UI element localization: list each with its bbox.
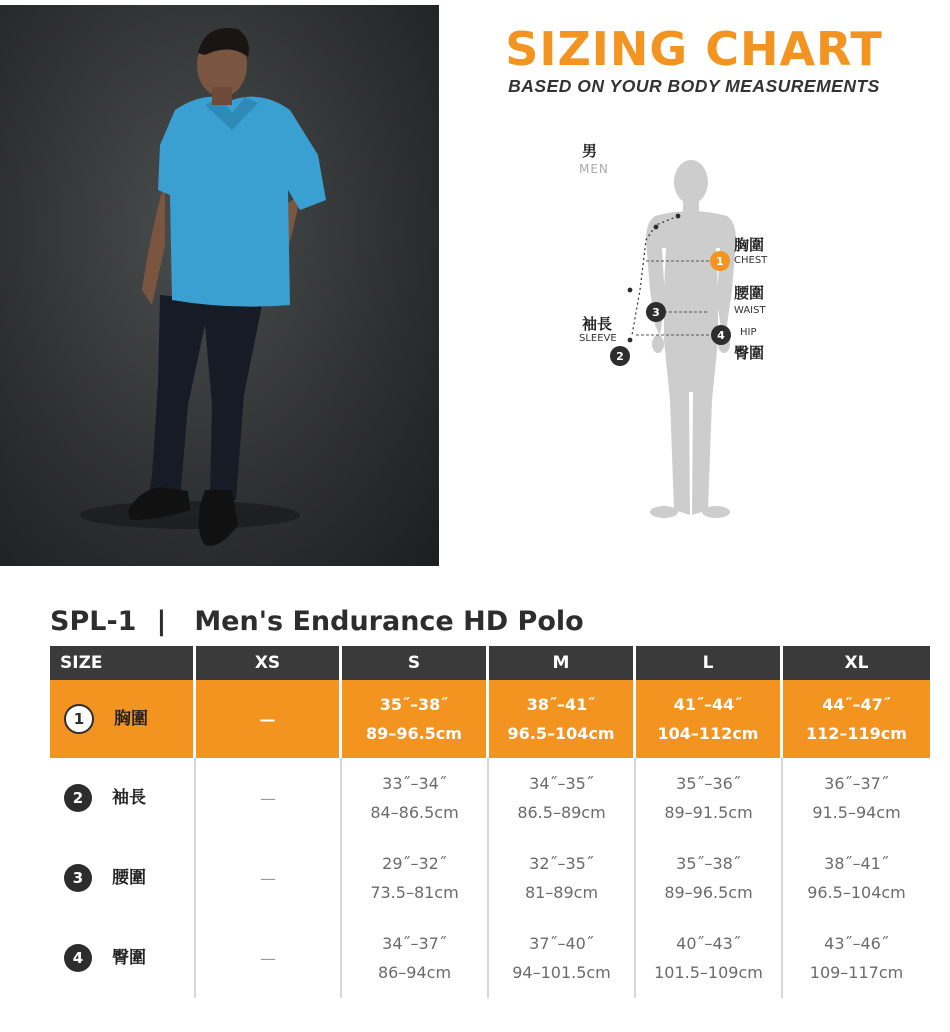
title-separator: |	[156, 606, 167, 637]
cell-xl: 36˝–37˝ 91.5–94cm	[812, 774, 901, 822]
row-label-text: 腰圍	[112, 867, 146, 888]
hip-label-cn: 臀圍	[734, 344, 765, 362]
header-l: L	[636, 646, 783, 680]
header-s: S	[342, 646, 489, 680]
cell-xl: 38˝–41˝ 96.5–104cm	[807, 854, 906, 902]
cell-s: 34˝–37˝ 86–94cm	[342, 918, 489, 998]
cell-l: 41˝–44˝ 104–112cm	[636, 680, 783, 758]
row-label	[50, 758, 196, 838]
chest-label-en: CHEST	[734, 255, 768, 266]
product-title	[50, 606, 584, 637]
gender-label-cn: 男	[582, 142, 598, 160]
cell-l: 35˝–38˝ 89–96.5cm	[636, 838, 783, 918]
row-number: 2	[64, 784, 92, 812]
row-number: 4	[64, 944, 92, 972]
waist-label-en: WAIST	[734, 305, 766, 316]
cell-s: 35˝–38˝ 89–96.5cm	[342, 680, 489, 758]
row-number: 1	[64, 704, 94, 734]
header-size: SIZE	[50, 646, 196, 680]
cell-m: 37˝–40˝ 94–101.5cm	[489, 918, 636, 998]
page-title: SIZING CHART	[505, 22, 883, 76]
cell-xs: —	[196, 680, 342, 758]
page-subtitle: BASED ON YOUR BODY MEASUREMENTS	[508, 76, 880, 96]
row-label	[50, 918, 196, 998]
cell-xl: 43˝–46˝ 109–117cm	[809, 934, 904, 982]
waist-label-cn: 腰圍	[734, 284, 765, 302]
marker-3: 3	[652, 306, 660, 319]
cell-s: 29˝–32˝ 73.5–81cm	[342, 838, 489, 918]
product-code: SPL-1	[50, 606, 137, 637]
sleeve-label-cn: 袖長	[582, 315, 613, 333]
hip-label-en: HIP	[740, 327, 757, 338]
cell-xs: —	[196, 838, 342, 918]
product-name: Men's Endurance HD Polo	[194, 606, 584, 637]
marker-4: 4	[717, 329, 725, 342]
cell-m: 34˝–35˝ 86.5–89cm	[489, 758, 636, 838]
product-photo	[0, 5, 439, 566]
marker-1: 1	[716, 255, 724, 268]
cell-xs: —	[196, 758, 342, 838]
marker-2: 2	[616, 350, 624, 363]
cell-xl: 44˝–47˝ 112–119cm	[783, 680, 930, 758]
gender-label-en: MEN	[579, 162, 609, 176]
cell-l: 35˝–36˝ 89–91.5cm	[636, 758, 783, 838]
sleeve-label-en: SLEEVE	[579, 333, 617, 344]
size-table	[50, 646, 930, 998]
row-label-text: 袖長	[112, 787, 146, 808]
cell-m: 38˝–41˝ 96.5–104cm	[489, 680, 636, 758]
cell-s: 33˝–34˝ 84–86.5cm	[342, 758, 489, 838]
row-label	[50, 680, 196, 758]
chest-label-cn: 胸圍	[734, 236, 765, 254]
cell-xs: —	[196, 918, 342, 998]
row-label-text: 胸圍	[114, 708, 148, 729]
row-label-text: 臀圍	[112, 947, 146, 968]
row-number: 3	[64, 864, 92, 892]
measurement-figure	[560, 130, 800, 530]
row-label	[50, 838, 196, 918]
header-m: M	[489, 646, 636, 680]
header-xl: XL	[783, 646, 930, 680]
cell-l: 40˝–43˝ 101.5–109cm	[636, 918, 783, 998]
cell-m: 32˝–35˝ 81–89cm	[489, 838, 636, 918]
header-xs: XS	[196, 646, 342, 680]
